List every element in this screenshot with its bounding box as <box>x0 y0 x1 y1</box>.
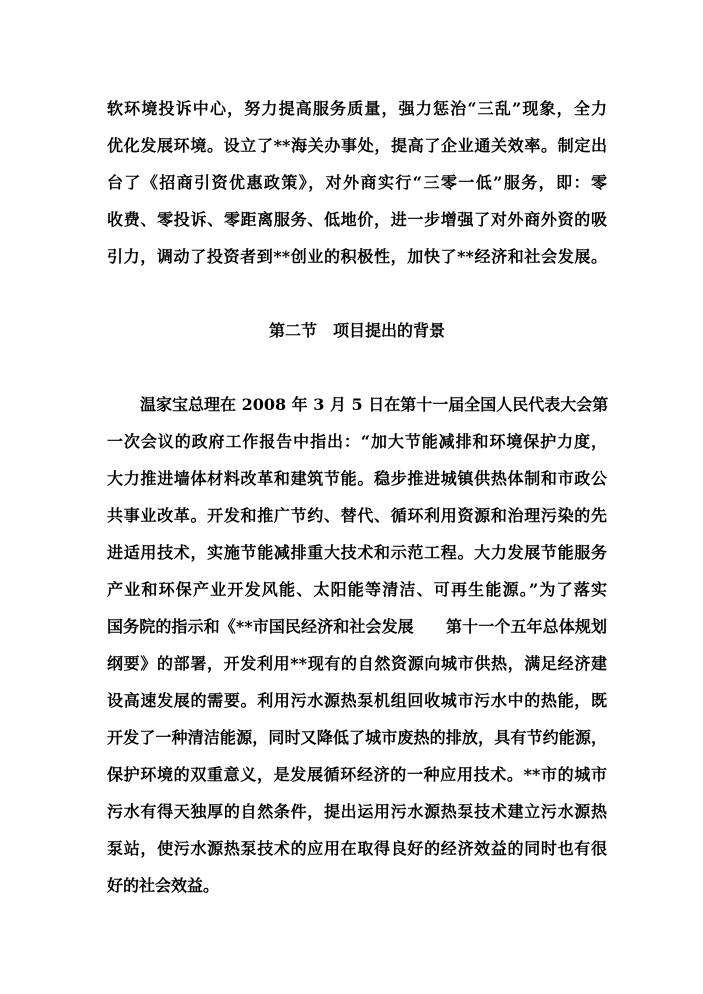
paragraph-line: 引力，调动了投资者到**创业的积极性，加快了**经济和社会发展。 <box>107 247 607 266</box>
paragraph-line: 温家宝总理在 2008 年 3 月 5 日在第十一届全国人民代表大会第 <box>140 395 609 414</box>
document-body <box>107 90 607 904</box>
paragraph-line: 污水有得天独厚的自然条件，提出运用污水源热泵技术建立污水源热 <box>107 802 607 821</box>
paragraph-1 <box>107 90 607 275</box>
paragraph-line: 台了《招商引资优惠政策》，对外商实行“三零一低”服务，即：零 <box>107 173 607 192</box>
paragraph-line: 产业和环保产业开发风能、太阳能等清洁、可再生能源。”为了落实 <box>107 580 607 599</box>
paragraph-line: 设高速发展的需要。利用污水源热泵机组回收城市污水中的热能，既 <box>107 691 607 710</box>
paragraph-2 <box>107 386 607 904</box>
paragraph-line: 纲要》的部署，开发利用**现有的自然资源向城市供热，满足经济建 <box>107 654 607 673</box>
paragraph-line: 国务院的指示和《**市国民经济和社会发展 第十一个五年总体规划 <box>107 617 607 636</box>
section-heading: 第二节 项目提出的背景 <box>268 321 445 340</box>
paragraph-line: 保护环境的双重意义，是发展循环经济的一种应用技术。**市的城市 <box>107 765 607 784</box>
paragraph-line: 软环境投诉中心，努力提高服务质量，强力惩治“三乱”现象，全力 <box>107 99 607 118</box>
paragraph-line: 收费、零投诉、零距离服务、低地价，进一步增强了对外商外资的吸 <box>107 210 607 229</box>
paragraph-line: 共事业改革。开发和推广节约、替代、循环利用资源和治理污染的先 <box>107 506 607 525</box>
paragraph-line: 泵站，使污水源热泵技术的应用在取得良好的经济效益的同时也有很 <box>107 839 607 858</box>
paragraph-line: 大力推进墙体材料改革和建筑节能。稳步推进城镇供热体制和市政公 <box>107 469 607 488</box>
paragraph-line: 开发了一种清洁能源，同时又降低了城市废热的排放，具有节约能源， <box>107 728 607 747</box>
paragraph-line: 好的社会效益。 <box>107 876 220 895</box>
blank-line <box>107 349 607 386</box>
blank-line <box>107 275 607 312</box>
paragraph-line: 一次会议的政府工作报告中指出：“加大节能减排和环境保护力度， <box>107 432 607 451</box>
paragraph-line: 进适用技术，实施节能减排重大技术和示范工程。大力发展节能服务 <box>107 543 607 562</box>
paragraph-line: 优化发展环境。设立了**海关办事处，提高了企业通关效率。制定出 <box>107 136 607 155</box>
